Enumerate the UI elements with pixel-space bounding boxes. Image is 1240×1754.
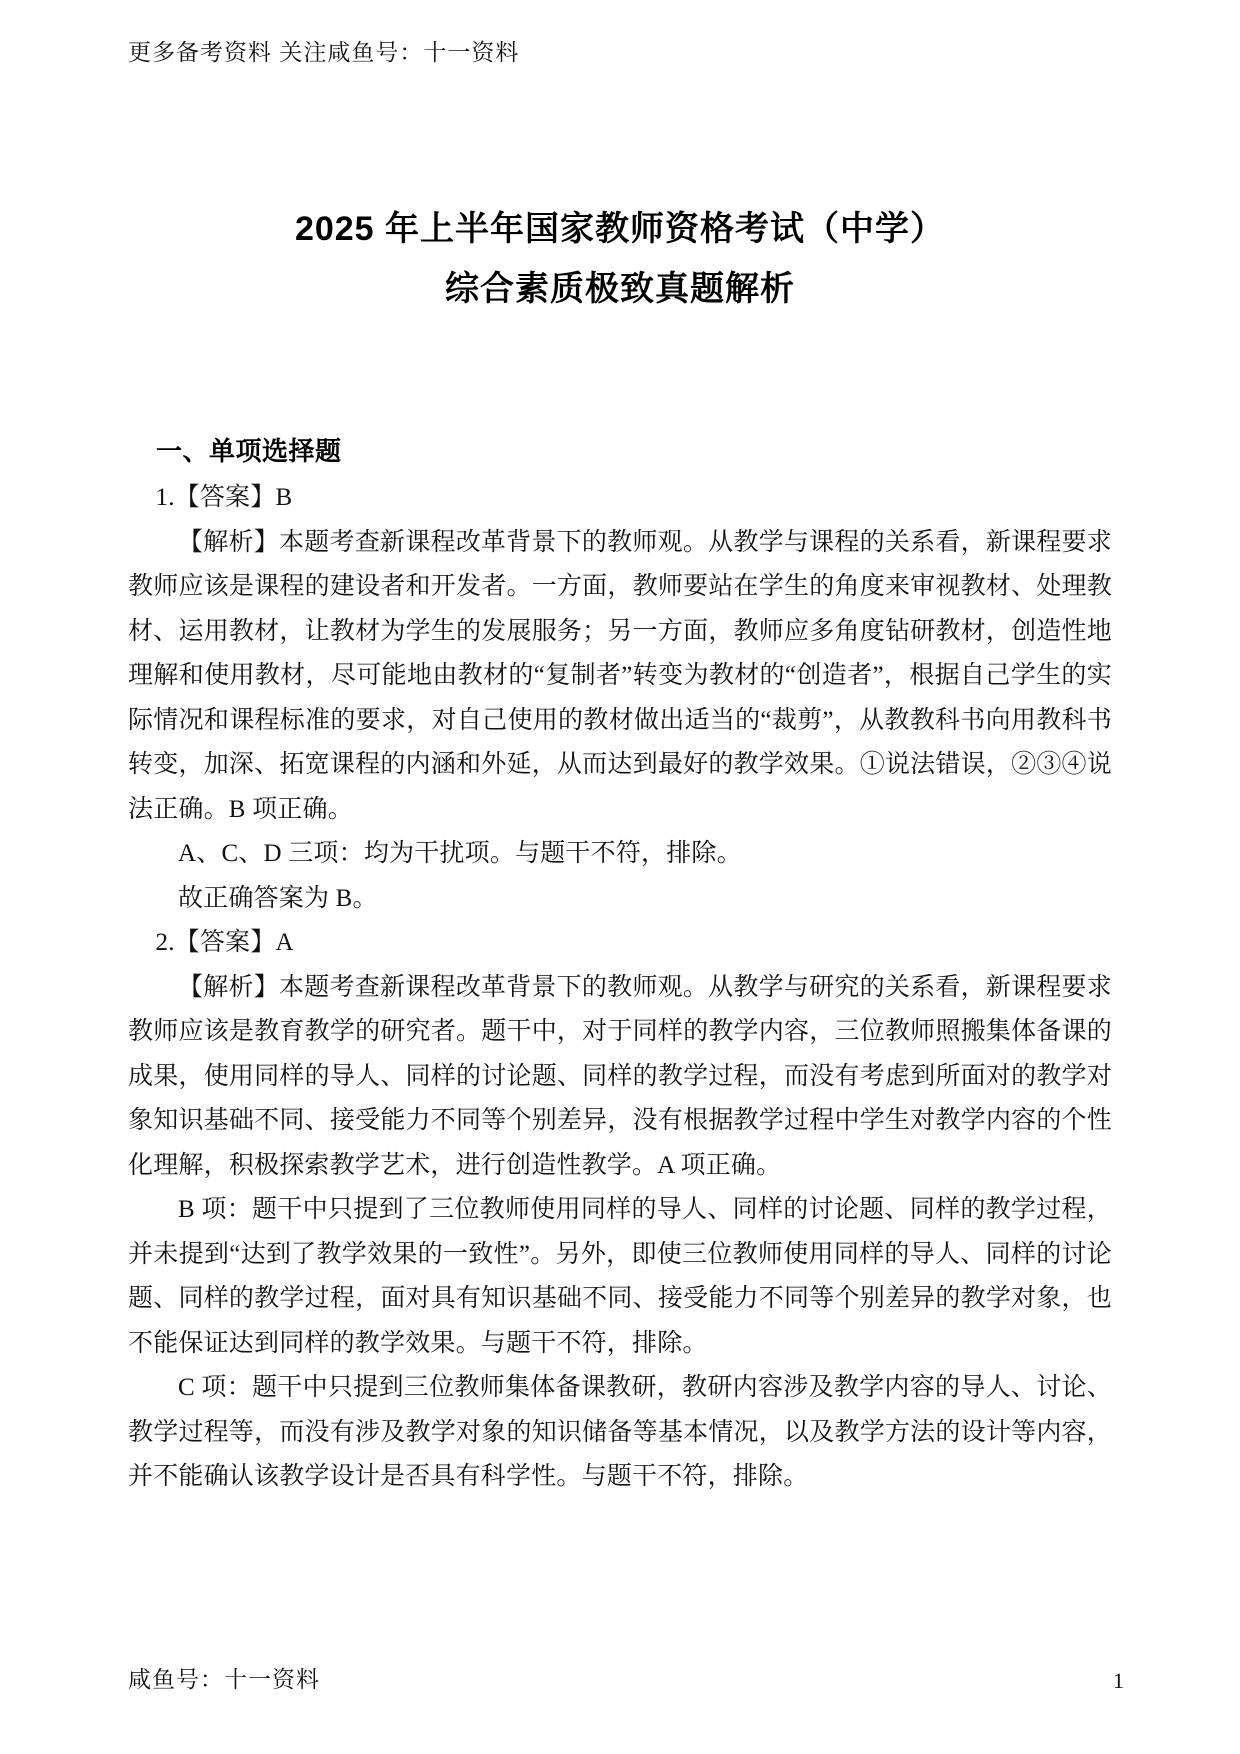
section-heading-single-choice: 一、单项选择题 xyxy=(156,436,342,466)
document-body xyxy=(128,200,1112,1500)
question-2-option-c: C 项：题干中只提到三位教师集体备课教研，教研内容涉及教学内容的导人、讨论、教学过程等，而没有涉及教学对象的知识储备等基本情况，以及教学方法的设计等内容，并不能确认该教学设计是否具有科学性。与题干不符，排除。 xyxy=(128,1374,1112,1490)
question-2-answer-line: 2.【答案】A xyxy=(155,929,294,956)
question-2-option-b: B 项：题干中只提到了三位教师使用同样的导人、同样的讨论题、同样的教学过程，并未提到“达到了教学效果的一致性”。另外，即使三位教师使用同样的导人、同样的讨论题、同样的教学过程，面对具有知识基础不同、接受能力不同等个别差异的教学对象，也不能保证达到同样的教学效果。与题干不符，排除。 xyxy=(128,1196,1112,1357)
title-line-1: 2025 年上半年国家教师资格考试（中学） xyxy=(294,210,946,248)
question-1-explanation: 【解析】本题考查新课程改革背景下的教师观。从教学与课程的关系看，新课程要求教师应该是课程的建设者和开发者。一方面，教师要站在学生的角度来审视教材、处理教材、运用教材，让教材为学生的发展服务；另一方面，教师应多角度钻研教材，创造性地理解和使用教材，尽可能地由教材的“复制者”转变为教材的“创造者”，根据自己学生的实际情况和课程标准的要求，对自己使用的教材做出适当的“裁剪”，从教教科书向用教科书转变，加深、拓宽课程的内涵和外延，从而达到最好的教学效果。①说法错误，②③④说法正确。B 项正确。 xyxy=(128,528,1112,823)
page-title xyxy=(128,200,1112,319)
running-header-note: 更多备考资料 关注咸鱼号：十一资料 xyxy=(128,39,520,65)
title-line-2: 综合素质极致真题解析 xyxy=(445,269,795,308)
question-2-explanation: 【解析】本题考查新课程改革背景下的教师观。从教学与研究的关系看，新课程要求教师应该是教育教学的研究者。题干中，对于同样的教学内容，三位教师照搬集体备课的成果，使用同样的导人、同样的讨论题、同样的教学过程，而没有考虑到所面对的教学对象知识基础不同、接受能力不同等个别差异，没有根据教学过程中学生对教学内容的个性化理解，积极探索教学艺术，进行创造性教学。A 项正确。 xyxy=(128,973,1112,1179)
footer-note: 咸鱼号：十一资料 xyxy=(128,1666,320,1692)
title-spacer xyxy=(128,319,1112,431)
page-footer xyxy=(128,1661,1128,1694)
question-1-distractors: A、C、D 三项：均为干扰项。与题干不符，排除。 xyxy=(178,840,742,867)
question-1-answer-line: 1.【答案】B xyxy=(155,484,293,511)
question-1-conclusion: 故正确答案为 B。 xyxy=(178,884,378,912)
page-number: 1 xyxy=(1113,1668,1124,1693)
